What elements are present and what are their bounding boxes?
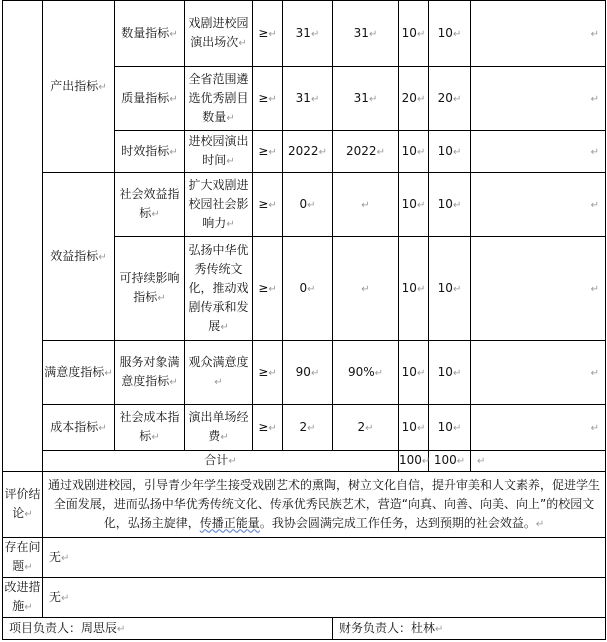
- performance-table: [2, 0, 606, 640]
- blank-left-cell: [3, 1, 43, 472]
- issues-value: 无↵: [43, 538, 606, 578]
- score-cell: 10↵: [429, 405, 471, 451]
- total-label-cell: 合计↵: [43, 451, 399, 472]
- level2-cell: 时效指标↵: [115, 131, 185, 173]
- note-cell: ↵: [471, 131, 606, 173]
- level3-cell: 全省范围遴选优秀剧目数量↵: [185, 67, 253, 131]
- improve-label: 改进措施↵: [3, 578, 43, 618]
- actual-cell: 31↵: [333, 1, 399, 67]
- evaluation-row: [3, 472, 606, 538]
- actual-cell: ↵: [333, 173, 399, 237]
- weight-cell: 10↵: [399, 237, 429, 341]
- total-row: [3, 451, 606, 472]
- table-row: [3, 1, 606, 67]
- table-row: [3, 405, 606, 451]
- evaluation-text: 通过戏剧进校园，引导青少年学生接受戏剧艺术的熏陶，树立文化自信，提升审美和人文素养，促进学生全面发展，进而弘扬中华优秀传统文化、传承优秀民族艺术，营造“向真、向善、向美、向上”的校园文化，弘扬主旋律，传播正能量。我协会圆满完成工作任务，达到预期的社会效益。↵: [43, 472, 606, 538]
- level1-cell: 成本指标↵: [43, 405, 115, 451]
- operator-cell: ≥↵: [253, 1, 283, 67]
- target-cell: 2022↵: [283, 131, 333, 173]
- actual-cell: 2↵: [333, 405, 399, 451]
- level1-cell: 效益指标↵: [43, 173, 115, 341]
- actual-cell: 31↵: [333, 67, 399, 131]
- note-cell: ↵: [471, 237, 606, 341]
- total-score-cell: 100↵: [429, 451, 471, 472]
- note-cell: ↵: [471, 1, 606, 67]
- table-row: [3, 341, 606, 405]
- score-cell: 10↵: [429, 237, 471, 341]
- weight-cell: 10↵: [399, 1, 429, 67]
- note-cell: ↵: [471, 341, 606, 405]
- total-note-cell: ↵: [471, 451, 606, 472]
- score-cell: 10↵: [429, 131, 471, 173]
- level3-cell: 扩大戏剧进校园社会影响力↵: [185, 173, 253, 237]
- level3-cell: 演出单场经费↵: [185, 405, 253, 451]
- level3-cell: 观众满意度↵: [185, 341, 253, 405]
- note-cell: ↵: [471, 173, 606, 237]
- operator-cell: ≥↵: [253, 341, 283, 405]
- score-cell: 20↵: [429, 67, 471, 131]
- level3-cell: 弘扬中华优秀传统文化，推动戏剧传承和发展↵: [185, 237, 253, 341]
- level2-cell: 社会成本指标↵: [115, 405, 185, 451]
- note-cell: ↵: [471, 405, 606, 451]
- actual-cell: 2022↵: [333, 131, 399, 173]
- weight-cell: 10↵: [399, 173, 429, 237]
- score-cell: 10↵: [429, 341, 471, 405]
- total-weight-cell: 100↵: [399, 451, 429, 472]
- operator-cell: ≥↵: [253, 67, 283, 131]
- level2-cell: 服务对象满意度指标↵: [115, 341, 185, 405]
- score-cell: 10↵: [429, 1, 471, 67]
- target-cell: 0↵: [283, 173, 333, 237]
- operator-cell: ≥↵: [253, 131, 283, 173]
- level2-cell: 可持续影响指标↵: [115, 237, 185, 341]
- target-cell: 31↵: [283, 1, 333, 67]
- weight-cell: 10↵: [399, 131, 429, 173]
- improve-row: [3, 578, 606, 618]
- project-owner: 项目负责人：周思辰↵: [3, 618, 333, 640]
- level2-cell: 社会效益指标↵: [115, 173, 185, 237]
- target-cell: 0↵: [283, 237, 333, 341]
- weight-cell: 20↵: [399, 67, 429, 131]
- weight-cell: 10↵: [399, 405, 429, 451]
- weight-cell: 10↵: [399, 341, 429, 405]
- issues-row: [3, 538, 606, 578]
- table-row: [3, 173, 606, 237]
- improve-value: 无↵: [43, 578, 606, 618]
- evaluation-label: 评价结论↵: [3, 472, 43, 538]
- operator-cell: ≥↵: [253, 405, 283, 451]
- level2-cell: 数量指标↵: [115, 1, 185, 67]
- level1-cell: 满意度指标↵: [43, 341, 115, 405]
- operator-cell: ≥↵: [253, 173, 283, 237]
- actual-cell: ↵: [333, 237, 399, 341]
- target-cell: 31↵: [283, 67, 333, 131]
- level1-cell: 产出指标↵: [43, 1, 115, 173]
- score-cell: 10↵: [429, 173, 471, 237]
- target-cell: 90↵: [283, 341, 333, 405]
- level2-cell: 质量指标↵: [115, 67, 185, 131]
- operator-cell: ≥↵: [253, 237, 283, 341]
- level3-cell: 戏剧进校园演出场次↵: [185, 1, 253, 67]
- level3-cell: 进校园演出时间↵: [185, 131, 253, 173]
- note-cell: ↵: [471, 67, 606, 131]
- target-cell: 2↵: [283, 405, 333, 451]
- actual-cell: 90%↵: [333, 341, 399, 405]
- issues-label: 存在问题↵: [3, 538, 43, 578]
- footer-row: [3, 618, 606, 640]
- finance-owner: 财务负责人：杜林↵: [333, 618, 606, 640]
